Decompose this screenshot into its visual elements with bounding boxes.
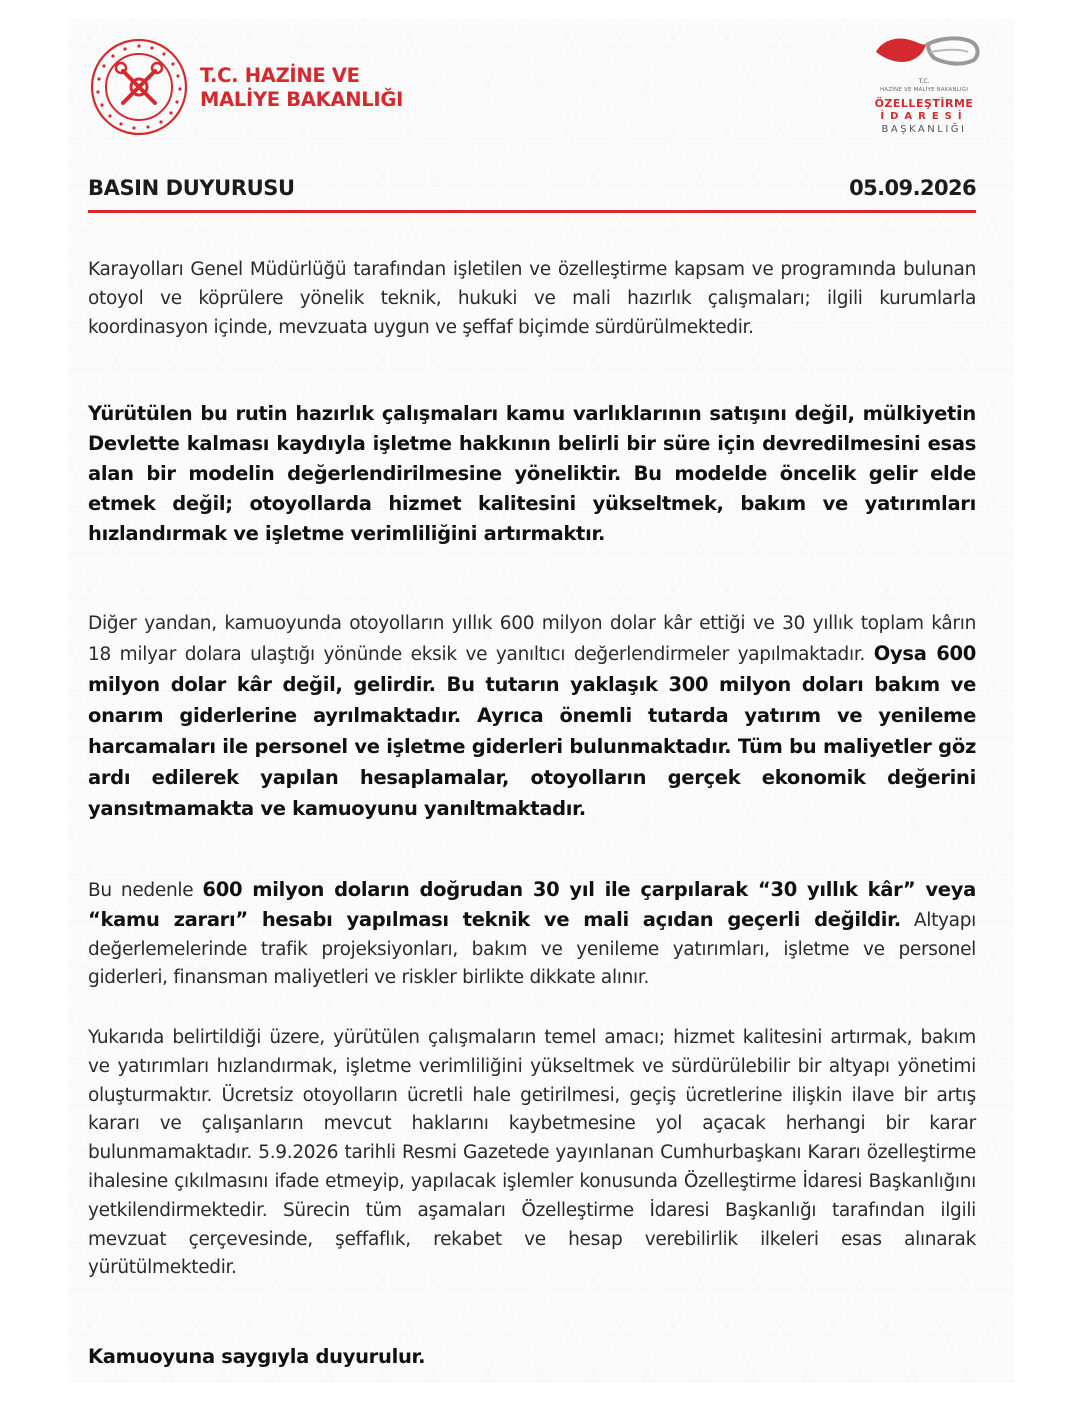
closing-text: Kamuoyuna saygıyla duyurulur. bbox=[88, 1345, 426, 1368]
paragraph-1 bbox=[88, 256, 976, 342]
logo-tc-text: T.C. bbox=[918, 78, 930, 85]
paragraph-3-bold: Oysa 600 milyon dolar kâr değil, gelirdir. Bu tutarın yaklaşık 300 milyon doları bakım ve onarım giderlerine ayrılmaktadır. Ayrıca önemli tutarda yatırım ve yenileme harcamaları ile personel ve işletme giderleri bulunmaktadır. Tüm bu maliyetler göz ardı edilerek yapılan hesaplamalar, otoyolların gerçek ekonomik değerini yansıtmamakta ve kamuoyunu yanıltmaktadır. bbox=[88, 642, 976, 820]
paragraph-5-text: Yukarıda belirtildiği üzere, yürütülen çalışmaların temel amacı; hizmet kalitesini artırmak, bakım ve yatırımları hızlandırmak, işletme verimliliğini yükseltmek ve sürdürülebilir bir altyapı yönetimi oluşturmaktır. Ücretsiz otoyolların ücretli hale getirilmesi, geçiş ücretlerine ilişkin ilave bir artış kararı ve çalışanların mevcut haklarını kaybetmesine yol açacak herhangi bir karar bulunmamaktadır. 5.9.2026 tarihli Resmi Gazetede yayınlanan Cumhurbaşkanı Kararı özelleştirme ihalesine çıkılmasını ifade etmeyip, yapılacak işlemler konusunda Özelleştirme İdaresi Başkanlığını yetkilendirmektedir. Sürecin tüm aşamaları Özelleştirme İdaresi Başkanlığı tarafından ilgili mevzuat çerçevesinde, şeffaflık, rekabet ve hesap verebilirlik ilkeleri esas alınarak yürütülmektedir. bbox=[88, 1027, 976, 1279]
logo-ozellestirme-text: ÖZELLEŞTİRME bbox=[874, 97, 974, 110]
logo-hazine-text: HAZİNE VE MALİYE BAKANLIĞI bbox=[879, 87, 969, 93]
paragraph-2 bbox=[88, 399, 976, 549]
header-divider bbox=[88, 210, 976, 213]
document-title: BASIN DUYURUSU bbox=[88, 176, 295, 200]
paragraph-3 bbox=[88, 609, 976, 825]
paragraph-5 bbox=[88, 1024, 976, 1283]
paragraph-4-bold: 600 milyon doların doğrudan 30 yıl ile çarpılarak “30 yıllık kâr” veya “kamu zararı” hesabı yapılması teknik ve mali açıdan geçerli değildir. bbox=[88, 878, 976, 931]
paragraph-4-text bbox=[88, 876, 976, 993]
paragraph-4-normal-2: Altyapı değerlemelerinde trafik projeksiyonları, bakım ve yenileme yatırımları, işletme ve personel giderleri, finansman maliyetleri ve riskler birlikte dikkate alınır. bbox=[88, 909, 976, 989]
ministry-name-line1: T.C. HAZİNE VE bbox=[200, 64, 360, 87]
ministry-emblem-icon bbox=[89, 37, 189, 137]
document-date: 05.09.2026 bbox=[849, 176, 976, 200]
paragraph-4-normal-1: Bu nedenle bbox=[88, 880, 203, 901]
ministry-name bbox=[200, 64, 403, 112]
paragraph-4 bbox=[88, 876, 976, 993]
ministry-name-line2: MALİYE BAKANLIĞI bbox=[200, 88, 404, 111]
paragraph-2-text: Yürütülen bu rutin hazırlık çalışmaları kamu varlıklarının satışını değil, mülkiyetin Devlette kalması kaydıyla işletme hakkının belirli bir süre için devredilmesini esas alan bir modelin değerlendirilmesine yöneliktir. Bu modelde öncelik gelir elde etmek değil; otoyollarda hizmet kalitesini yükseltmek, bakım ve yatırımları hızlandırmak ve işletme verimliliğini artırmaktır. bbox=[88, 402, 976, 545]
paragraph-3-text bbox=[88, 609, 976, 825]
paragraph-1-text: Karayolları Genel Müdürlüğü tarafından işletilen ve özelleştirme kapsam ve programında bulunan otoyol ve köprülere yönelik teknik, hukuki ve mali hazırlık çalışmaları; ilgili kurumlarla koordinasyon içinde, mevzuata uygun ve şeffaf biçimde sürdürülmektedir. bbox=[88, 259, 976, 338]
logo-idaresi-text: İDARESİ bbox=[880, 111, 968, 122]
paragraph-3-normal: Diğer yandan, kamuoyunda otoyolların yıllık 600 milyon dolar kâr ettiği ve 30 yıllık toplam kârın 18 milyar dolara ulaştığı yönünde eksik ve yanıltıcı değerlendirmeler yapılmaktadır. bbox=[88, 613, 976, 665]
logo-baskanligi-text: BAŞKANLIĞI bbox=[881, 124, 967, 135]
closing bbox=[88, 1342, 976, 1372]
